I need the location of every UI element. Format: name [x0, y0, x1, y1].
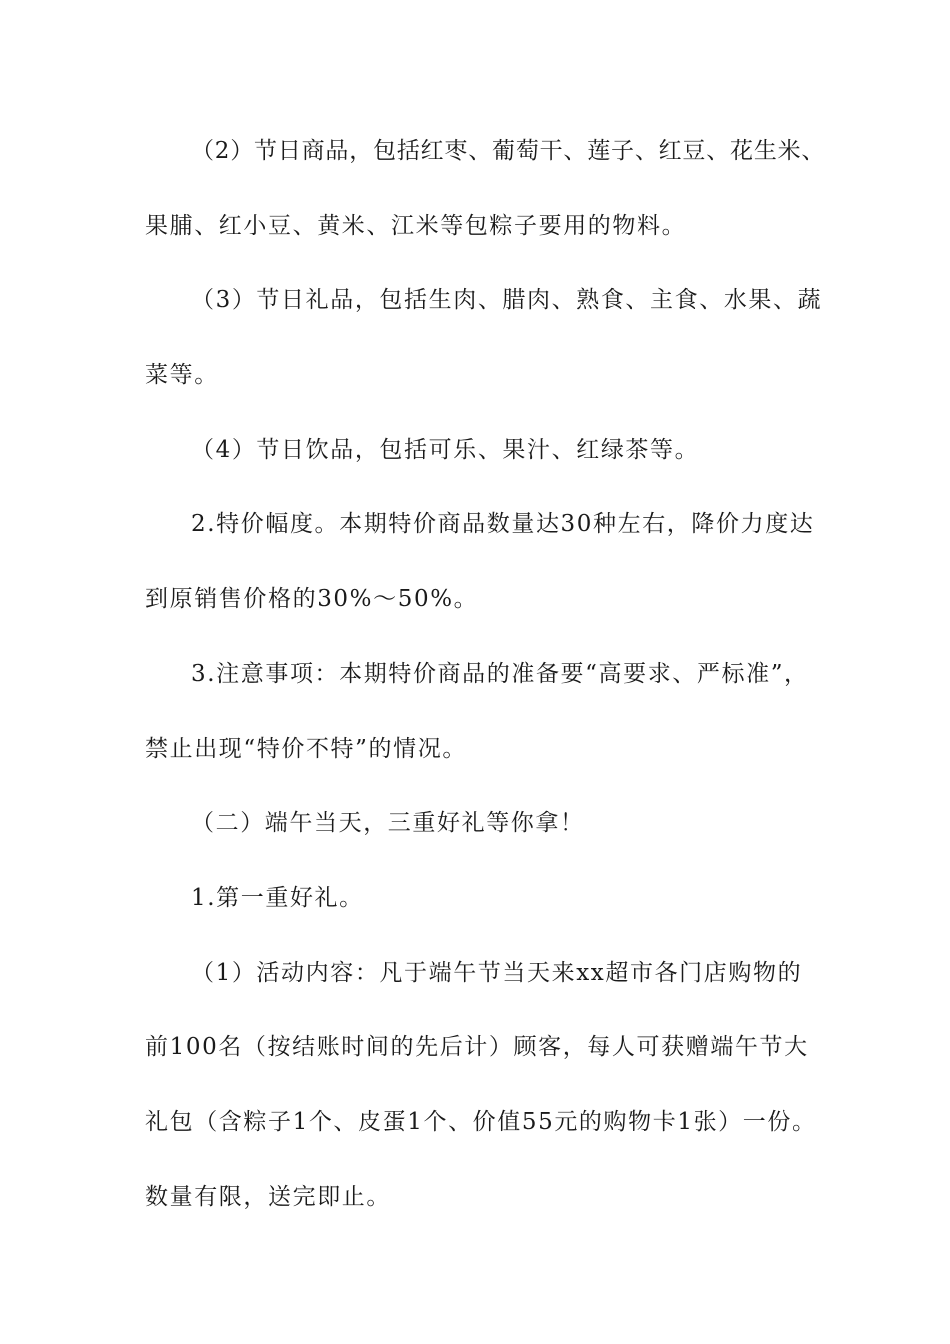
text-line: （4）节日饮品，包括可乐、果汁、红绿茶等。	[191, 436, 700, 463]
document-body	[145, 124, 825, 1244]
text-line: 果脯、红小豆、黄米、江米等包粽子要用的物料。	[145, 212, 687, 239]
text-line: 1.第一重好礼。	[191, 884, 364, 911]
text-line: 菜等。	[145, 362, 219, 389]
text-line: （2）节日商品，包括红枣、葡萄干、莲子、红豆、花生米、	[191, 138, 826, 164]
text-line: 到原销售价格的30%～50%。	[145, 586, 479, 613]
text-line: 前100名（按结账时间的先后计）顾客，每人可获赠端午节大	[145, 1034, 809, 1061]
text-line: 礼包（含粽子1个、皮蛋1个、价值55元的购物卡1张）一份。	[145, 1108, 817, 1135]
text-line: 3.注意事项：本期特价商品的准备要“高要求、严标准”，	[191, 660, 809, 687]
text-line: （3）节日礼品，包括生肉、腊肉、熟食、主食、水果、蔬	[191, 287, 823, 314]
text-line: （二）端午当天，三重好礼等你拿！	[191, 810, 585, 837]
text-line: （1）活动内容：凡于端午节当天来xx超市各门店购物的	[191, 959, 803, 986]
text-line: 2.特价幅度。本期特价商品数量达30种左右，降价力度达	[191, 511, 815, 538]
text-line: 禁止出现“特价不特”的情况。	[145, 735, 467, 762]
text-line: 数量有限，送完即止。	[145, 1183, 391, 1210]
